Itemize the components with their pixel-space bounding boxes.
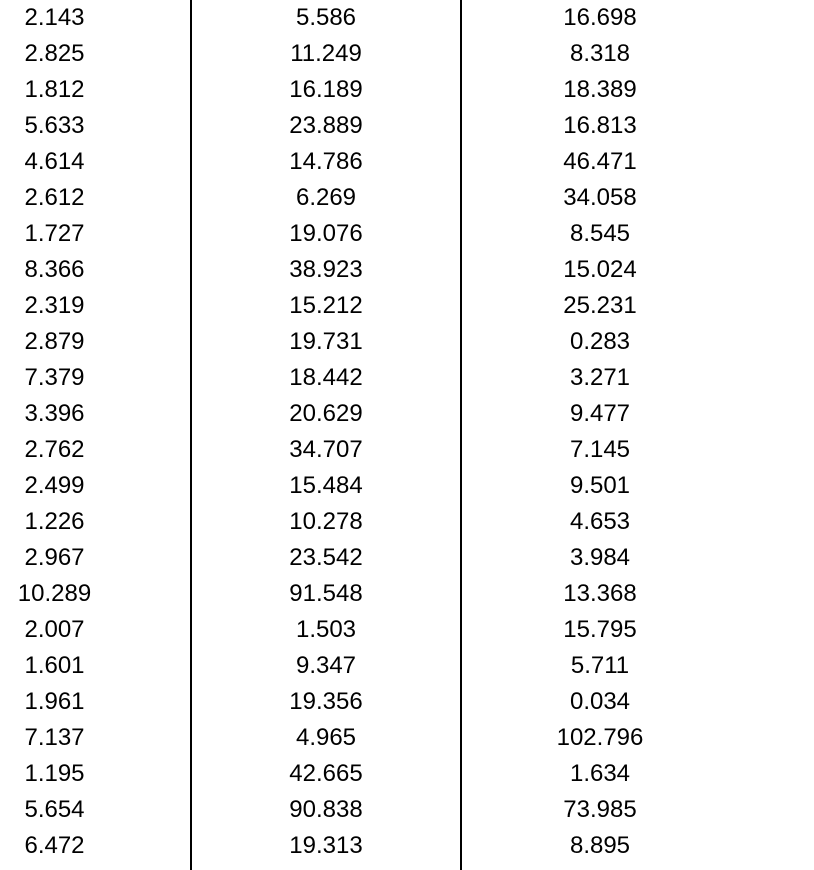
table-cell: 20.629: [289, 400, 363, 427]
table-cell: 1.601: [24, 652, 85, 679]
table-cell: 8.545: [569, 220, 631, 247]
table-cell: 91.548: [289, 580, 363, 607]
table-cell: 10.289: [17, 580, 92, 607]
table-cell: 102.796: [556, 724, 644, 751]
table-cell: 18.389: [563, 76, 637, 103]
table-cell: 5.711: [570, 652, 630, 679]
table-cell: 0.283: [569, 328, 631, 355]
column-b: [192, 0, 460, 870]
table-cell: 18.442: [289, 364, 363, 391]
table-cell: 9.477: [569, 400, 631, 427]
table-cell: 42.665: [289, 760, 363, 787]
table-cell: 1.812: [24, 76, 85, 103]
table-cell: 1.634: [569, 760, 631, 787]
table-cell: 9.347: [295, 652, 357, 679]
table-cell: 2.825: [24, 40, 85, 67]
table-cell: 14.786: [289, 148, 363, 175]
table-cell: 19.356: [289, 688, 363, 715]
table-cell: 1.727: [24, 220, 85, 247]
table-cell: 7.379: [24, 364, 85, 391]
table-cell: 15.795: [563, 616, 637, 643]
table-cell: 11.249: [290, 40, 362, 67]
table-cell: 3.984: [569, 544, 631, 571]
table-cell: 19.076: [289, 220, 363, 247]
table-cell: 1.961: [24, 688, 85, 715]
table-cell: 4.653: [569, 508, 631, 535]
table-cell: 3.396: [24, 400, 85, 427]
table-cell: 1.226: [24, 508, 85, 535]
column-c: [462, 0, 738, 870]
table-cell: 4.614: [24, 148, 85, 175]
table-cell: 25.231: [563, 292, 637, 319]
table-cell: 13.368: [563, 580, 637, 607]
table-cell: 19.313: [289, 832, 363, 859]
table-cell: 23.889: [289, 112, 363, 139]
table-cell: 5.633: [24, 112, 85, 139]
table-cell: 5.654: [24, 796, 85, 823]
table-cell: 38.923: [289, 256, 363, 283]
table-cell: 2.007: [24, 616, 85, 643]
table-cell: 1.503: [295, 616, 357, 643]
table-cell: 6.269: [295, 184, 357, 211]
table-cell: 16.813: [563, 112, 637, 139]
table-cell: 3.271: [569, 364, 631, 391]
table-cell: 34.707: [289, 436, 363, 463]
table-cell: 15.212: [289, 292, 363, 319]
table-cell: 7.145: [569, 436, 631, 463]
table-cell: 8.366: [24, 256, 85, 283]
table-cell: 7.137: [24, 724, 85, 751]
table-cell: 2.499: [24, 472, 85, 499]
table-cell: 9.501: [569, 472, 631, 499]
table-cell: 19.731: [289, 328, 363, 355]
table-cell: 10.278: [289, 508, 363, 535]
table-cell: 73.985: [563, 796, 637, 823]
table-cell: 5.586: [295, 4, 357, 31]
table-cell: 8.895: [569, 832, 631, 859]
table-cell: 15.484: [289, 472, 363, 499]
table-cell: 8.318: [569, 40, 631, 67]
table-cell: 90.838: [289, 796, 363, 823]
table-cell: 0.034: [569, 688, 631, 715]
column-a: [0, 0, 190, 870]
table-cell: 16.189: [289, 76, 363, 103]
table-cell: 4.965: [295, 724, 357, 751]
table-cell: 6.472: [24, 832, 85, 859]
table-cell: 1.195: [24, 760, 85, 787]
table-cell: 2.319: [24, 292, 85, 319]
table-cell: 23.542: [289, 544, 363, 571]
table-cell: 15.024: [563, 256, 637, 283]
table-cell: 16.698: [563, 4, 637, 31]
table-cell: 34.058: [563, 184, 637, 211]
table-cell: 2.612: [24, 184, 85, 211]
table-cell: 2.762: [24, 436, 85, 463]
table-cell: 2.879: [24, 328, 85, 355]
table-cell: 2.143: [24, 4, 85, 31]
table-cell: 2.967: [24, 544, 85, 571]
table-cell: 46.471: [563, 148, 637, 175]
